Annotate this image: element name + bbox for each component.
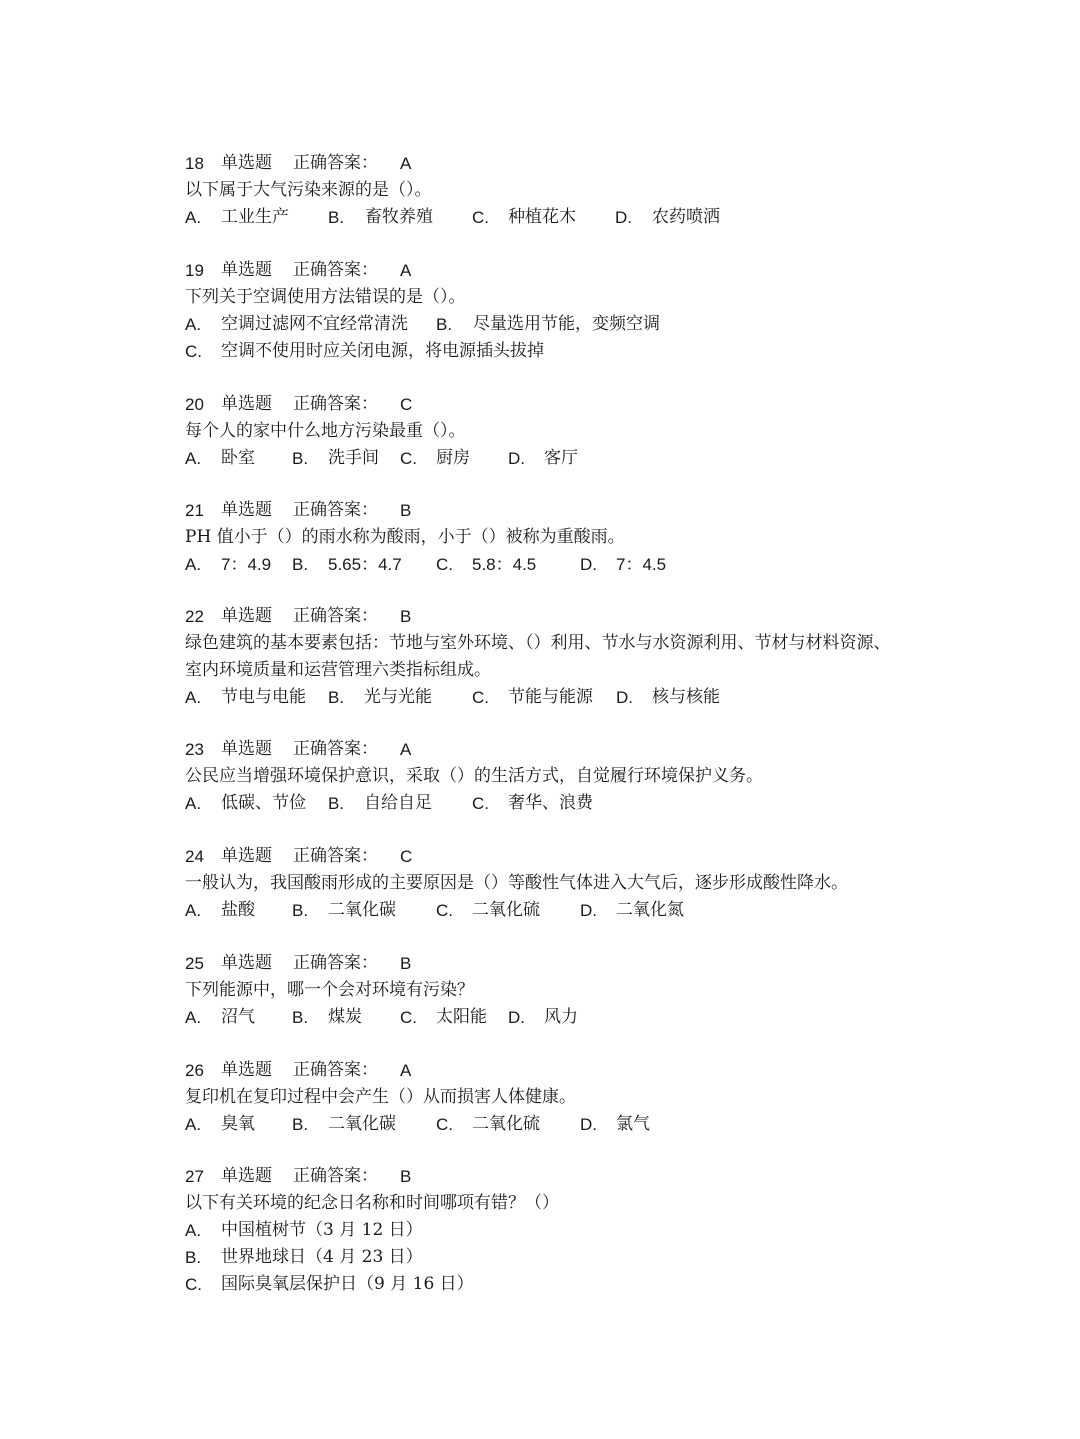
question-header — [185, 1057, 905, 1084]
answer-value: A — [400, 261, 412, 280]
option-text: 种植花木 — [508, 207, 576, 227]
option-text: 5.65：4.7 — [328, 555, 402, 574]
question-24 — [185, 843, 905, 924]
option-letter: A. — [185, 1008, 202, 1027]
option-letter: B. — [328, 208, 345, 227]
question-25 — [185, 950, 905, 1031]
option-letter: B. — [436, 315, 453, 334]
answer-value: B — [400, 1167, 412, 1186]
options-row — [185, 204, 905, 231]
option-letter: B. — [328, 794, 345, 813]
options-row — [185, 790, 905, 817]
question-23 — [185, 736, 905, 817]
option-text: 国际臭氧层保护日（9 月 16 日） — [221, 1274, 474, 1294]
question-18 — [185, 150, 905, 231]
option-text: 空调不使用时应关闭电源，将电源插头拔掉 — [221, 341, 544, 361]
option-text: 沼气 — [221, 1007, 255, 1027]
answer-label: 正确答案： — [293, 394, 378, 414]
option-text: 洗手间 — [328, 448, 379, 468]
option-letter: C. — [185, 1275, 202, 1294]
option-letter: A. — [185, 1221, 202, 1240]
question-type: 单选题 — [221, 846, 272, 866]
answer-value: C — [400, 395, 413, 414]
question-type: 单选题 — [221, 500, 272, 520]
option-text: 核与核能 — [652, 687, 720, 707]
option-text: 煤炭 — [328, 1007, 362, 1027]
option-text: 7：4.5 — [616, 555, 667, 574]
option-letter: C. — [436, 1115, 453, 1134]
option-letter: D. — [580, 555, 597, 574]
options-row — [185, 684, 905, 711]
question-number: 23 — [185, 740, 204, 759]
question-type: 单选题 — [221, 260, 272, 280]
question-stem: 一般认为，我国酸雨形成的主要原因是（）等酸性气体进入大气后，逐步形成酸性降水。 — [185, 873, 848, 893]
option-text: 盐酸 — [221, 900, 255, 920]
question-type: 单选题 — [221, 606, 272, 626]
question-19 — [185, 257, 905, 365]
question-type: 单选题 — [221, 153, 272, 173]
answer-label: 正确答案： — [293, 1060, 378, 1080]
question-header — [185, 950, 905, 977]
question-type: 单选题 — [221, 394, 272, 414]
question-header — [185, 736, 905, 763]
answer-value: C — [400, 847, 413, 866]
answer-label: 正确答案： — [293, 953, 378, 973]
option-text: 臭氧 — [221, 1114, 255, 1134]
question-number: 25 — [185, 954, 204, 973]
option-letter: A. — [185, 555, 202, 574]
option-text: 5.8：4.5 — [472, 555, 537, 574]
options-row — [185, 338, 905, 365]
question-type: 单选题 — [221, 1166, 272, 1186]
option-text: 世界地球日（4 月 23 日） — [221, 1247, 423, 1267]
option-text: 二氧化硫 — [472, 900, 540, 920]
answer-label: 正确答案： — [293, 1166, 378, 1186]
question-stem: 复印机在复印过程中会产生（）从而损害人体健康。 — [185, 1087, 576, 1107]
option-letter: B. — [292, 1008, 309, 1027]
option-text: 二氧化氮 — [616, 900, 684, 920]
question-stem: 公民应当增强环境保护意识，采取（）的生活方式，自觉履行环境保护义务。 — [185, 766, 763, 786]
option-text: 二氧化硫 — [472, 1114, 540, 1134]
question-number: 20 — [185, 395, 204, 414]
question-header — [185, 843, 905, 870]
option-text: 尽量选用节能，变频空调 — [473, 314, 660, 334]
option-text: 空调过滤网不宜经常清洗 — [221, 314, 408, 334]
question-type: 单选题 — [221, 1060, 272, 1080]
question-stem: 以下属于大气污染来源的是（）。 — [185, 180, 432, 200]
option-text: 二氧化碳 — [328, 900, 396, 920]
question-type: 单选题 — [221, 739, 272, 759]
option-text: 二氧化碳 — [328, 1114, 396, 1134]
options-row — [185, 445, 905, 472]
question-27 — [185, 1163, 905, 1298]
option-letter: B. — [185, 1248, 202, 1267]
option-letter: D. — [508, 449, 525, 468]
answer-label: 正确答案： — [293, 739, 378, 759]
option-letter: D. — [508, 1008, 525, 1027]
option-text: 低碳、节俭 — [221, 793, 306, 813]
options-row — [185, 1271, 905, 1298]
question-number: 26 — [185, 1061, 204, 1080]
question-header — [185, 257, 905, 284]
option-letter: C. — [472, 688, 489, 707]
option-letter: B. — [292, 901, 309, 920]
question-header — [185, 150, 905, 177]
answer-label: 正确答案： — [293, 500, 378, 520]
option-letter: B. — [292, 1115, 309, 1134]
option-letter: D. — [580, 901, 597, 920]
answer-value: A — [400, 154, 412, 173]
question-21 — [185, 497, 905, 578]
options-row — [185, 1004, 905, 1031]
answer-value: B — [400, 954, 412, 973]
option-letter: C. — [472, 208, 489, 227]
option-text: 厨房 — [436, 448, 470, 468]
option-letter: D. — [616, 688, 633, 707]
option-text: 自给自足 — [364, 793, 432, 813]
question-header — [185, 603, 905, 630]
option-text: 中国植树节（3 月 12 日） — [221, 1220, 423, 1240]
question-type: 单选题 — [221, 953, 272, 973]
option-letter: C. — [400, 1008, 417, 1027]
option-text: 畜牧养殖 — [365, 207, 433, 227]
options-row — [185, 551, 905, 578]
option-letter: C. — [436, 555, 453, 574]
option-letter: B. — [292, 449, 309, 468]
options-row — [185, 1111, 905, 1138]
question-number: 18 — [185, 154, 204, 173]
question-number: 22 — [185, 607, 204, 626]
option-letter: A. — [185, 688, 202, 707]
option-text: 风力 — [544, 1007, 578, 1027]
options-row — [185, 1217, 905, 1244]
option-text: 工业生产 — [221, 207, 289, 227]
option-text: 卧室 — [221, 448, 255, 468]
question-number: 24 — [185, 847, 204, 866]
answer-label: 正确答案： — [293, 153, 378, 173]
option-text: 光与光能 — [364, 687, 432, 707]
option-text: 7：4.9 — [221, 555, 272, 574]
option-text: 氯气 — [616, 1114, 650, 1134]
question-stem: 下列关于空调使用方法错误的是（）。 — [185, 287, 466, 307]
question-stem: 下列能源中，哪一个会对环境有污染？ — [185, 980, 474, 1000]
question-20 — [185, 391, 905, 472]
options-row — [185, 311, 905, 338]
option-letter: C. — [400, 449, 417, 468]
question-header — [185, 391, 905, 418]
option-text: 节电与电能 — [221, 687, 306, 707]
answer-value: B — [400, 501, 412, 520]
answer-label: 正确答案： — [293, 606, 378, 626]
answer-label: 正确答案： — [293, 846, 378, 866]
option-letter: A. — [185, 315, 202, 334]
option-text: 节能与能源 — [508, 687, 593, 707]
answer-value: B — [400, 607, 412, 626]
question-stem: 每个人的家中什么地方污染最重（）。 — [185, 421, 466, 441]
question-number: 21 — [185, 501, 204, 520]
answer-value: A — [400, 1061, 412, 1080]
option-letter: A. — [185, 208, 202, 227]
question-header — [185, 1163, 905, 1190]
option-letter: A. — [185, 901, 202, 920]
options-row — [185, 897, 905, 924]
option-letter: C. — [436, 901, 453, 920]
options-row — [185, 1244, 905, 1271]
option-text: 太阳能 — [436, 1007, 487, 1027]
question-22 — [185, 603, 905, 711]
option-letter: B. — [328, 688, 345, 707]
answer-label: 正确答案： — [293, 260, 378, 280]
option-letter: C. — [472, 794, 489, 813]
question-26 — [185, 1057, 905, 1138]
question-stem: 绿色建筑的基本要素包括：节地与室外环境、（）利用、节水与水资源利用、节材与材料资源、室内环境质量和运营管理六类指标组成。 — [185, 633, 891, 680]
option-letter: A. — [185, 794, 202, 813]
option-letter: B. — [292, 555, 309, 574]
question-stem: 以下有关环境的纪念日名称和时间哪项有错？（） — [185, 1193, 559, 1213]
option-text: 奢华、浪费 — [508, 793, 593, 813]
question-number: 27 — [185, 1167, 204, 1186]
answer-value: A — [400, 740, 412, 759]
option-text: 农药喷洒 — [652, 207, 720, 227]
question-stem: PH 值小于（）的雨水称为酸雨，小于（）被称为重酸雨。 — [185, 527, 625, 547]
option-letter: D. — [615, 208, 632, 227]
option-letter: A. — [185, 1115, 202, 1134]
question-number: 19 — [185, 261, 204, 280]
question-header — [185, 497, 905, 524]
option-letter: A. — [185, 449, 202, 468]
option-letter: C. — [185, 342, 202, 361]
option-text: 客厅 — [544, 448, 578, 468]
option-letter: D. — [580, 1115, 597, 1134]
